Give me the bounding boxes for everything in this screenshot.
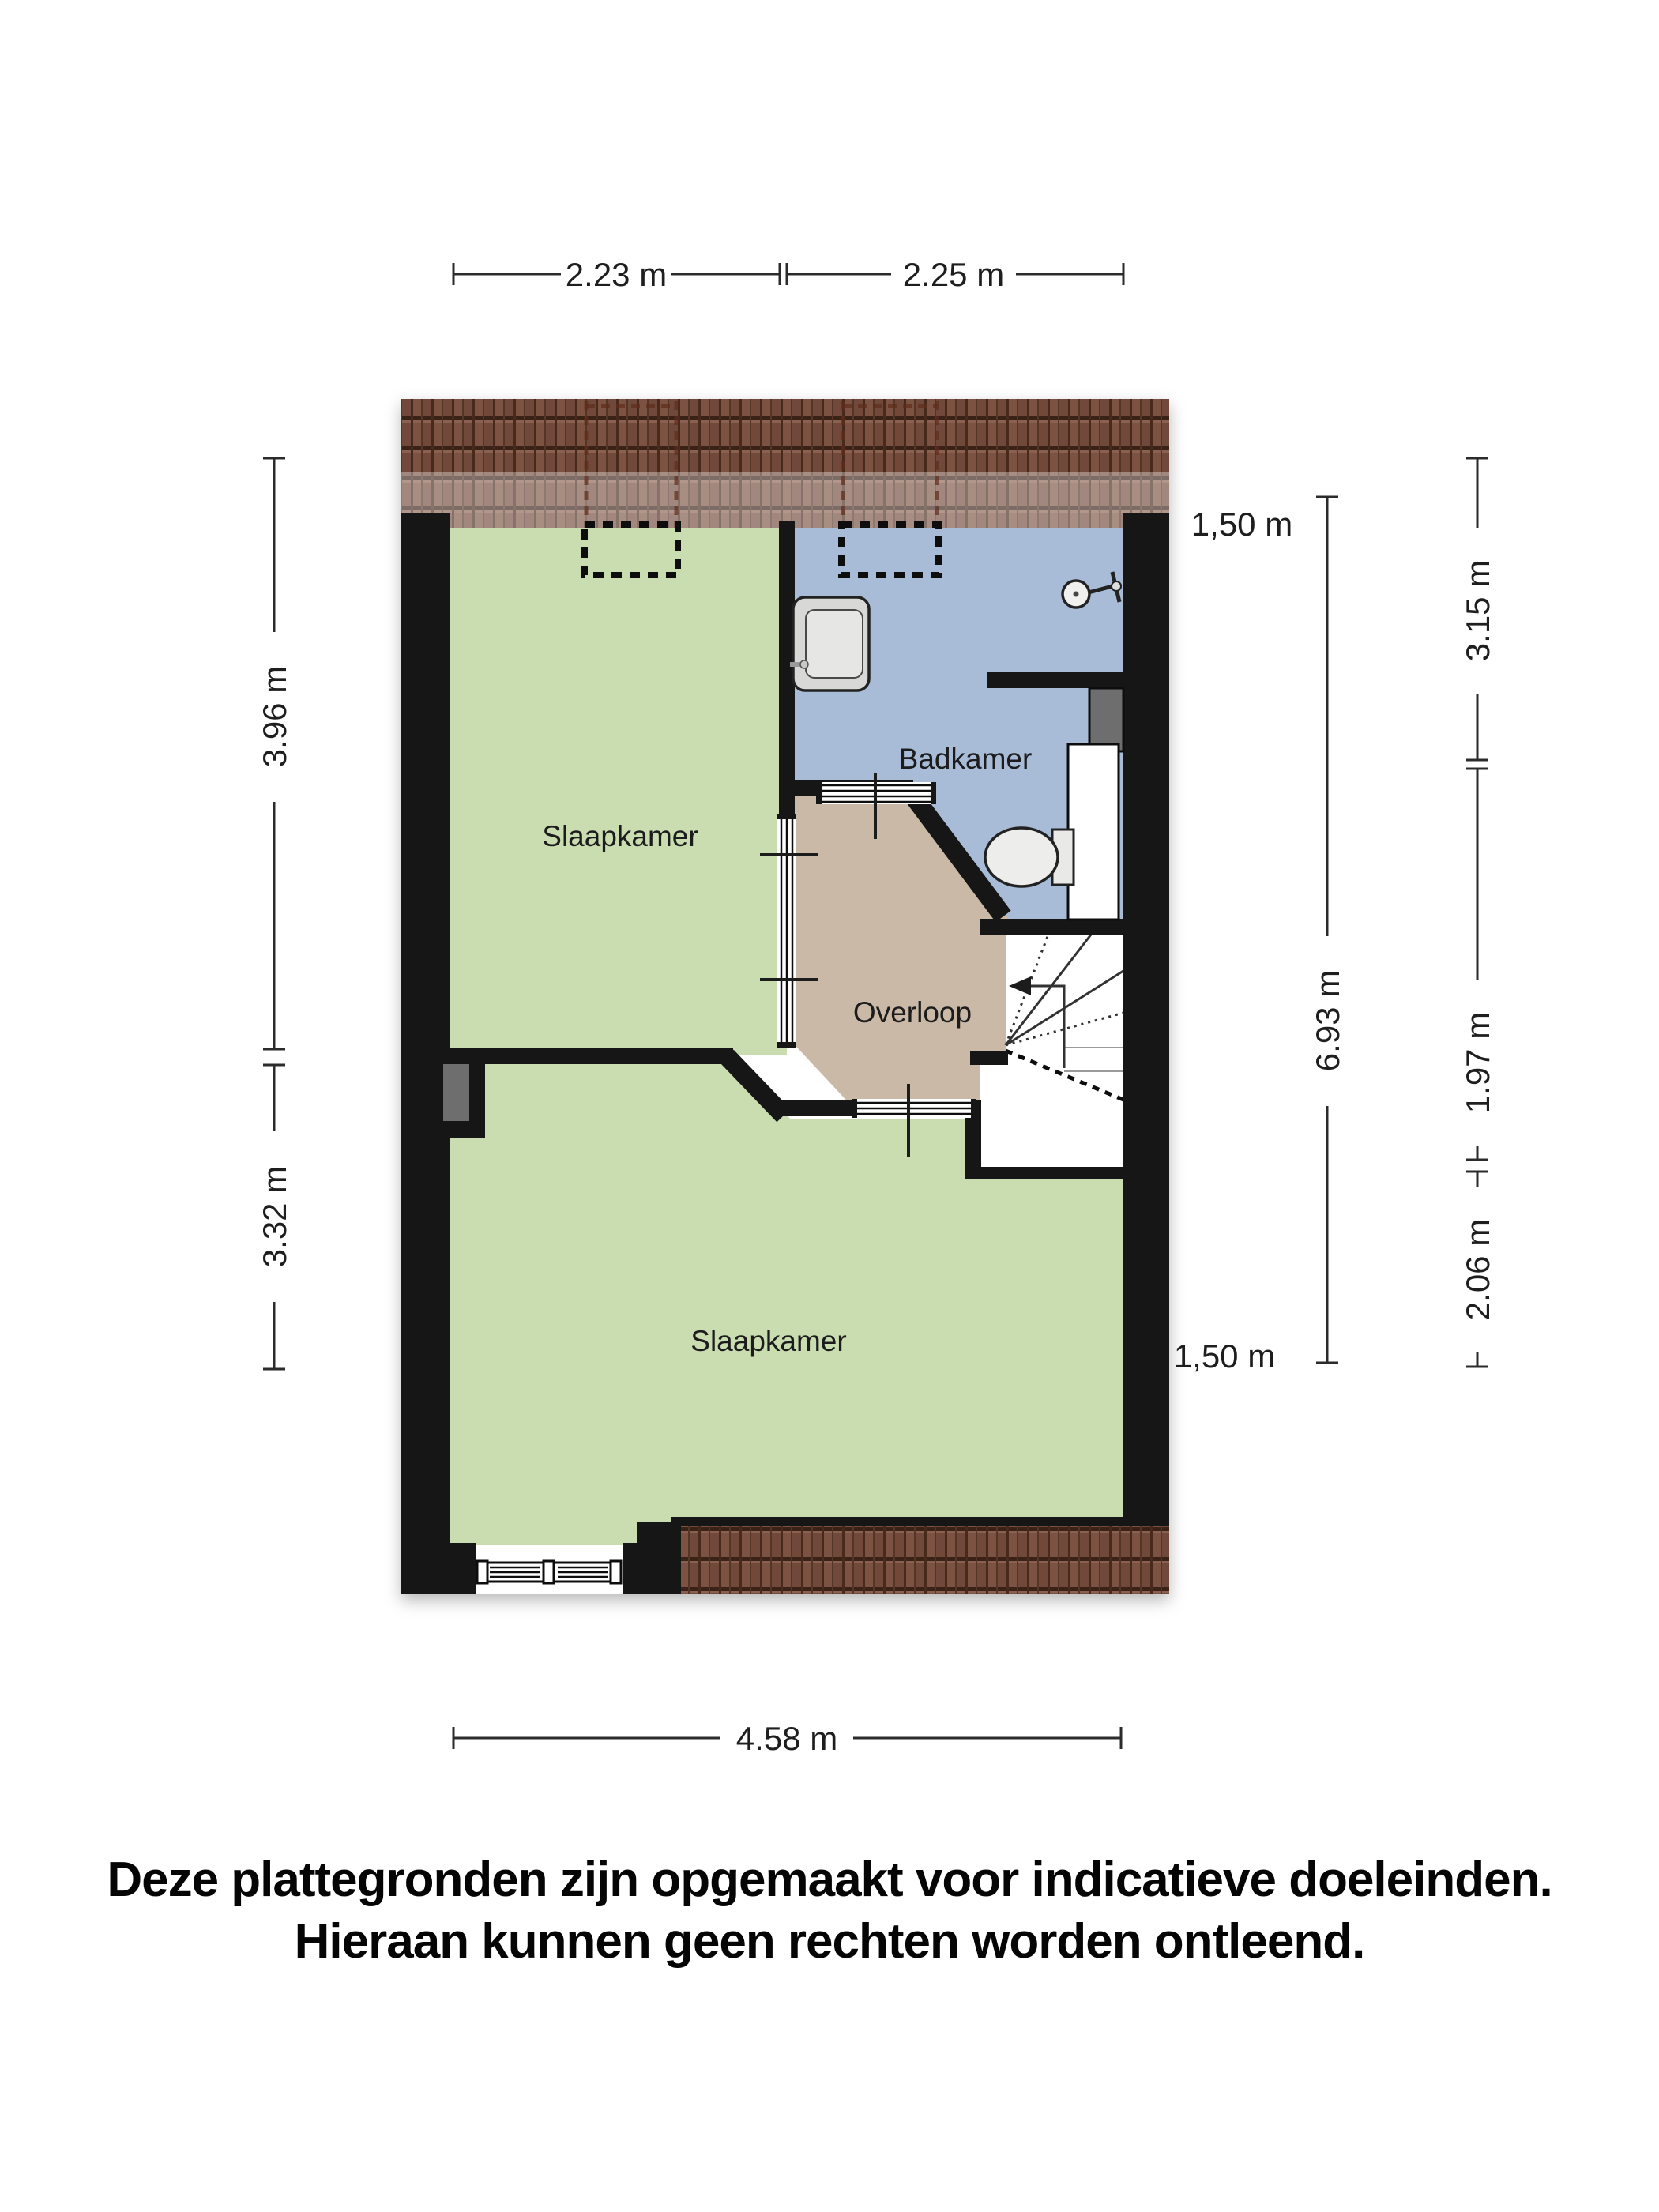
dimension-right-total bbox=[1309, 497, 1346, 1363]
niche-gray-bathroom bbox=[1089, 688, 1123, 751]
dimension-left-bottom bbox=[256, 1065, 293, 1369]
roof-height-overlay bbox=[401, 472, 1169, 528]
room-label-slaapkamer-bottom: Slaapkamer bbox=[690, 1325, 847, 1357]
wall-exterior-bottom-mid bbox=[623, 1543, 681, 1594]
height-marker-bottom: 1,50 m bbox=[1173, 1337, 1276, 1375]
wall-stairwell-bottom bbox=[981, 1167, 1123, 1179]
dimension-left-top bbox=[256, 458, 293, 1049]
toilet-icon bbox=[985, 828, 1074, 886]
stairwell-notch bbox=[980, 1064, 1006, 1167]
room-label-badkamer: Badkamer bbox=[898, 743, 1033, 775]
room-slaapkamer-top bbox=[430, 498, 787, 1055]
disclaimer-line-1: Deze plattegronden zijn opgemaakt voor indicatieve doeleinden. bbox=[107, 1853, 1552, 1907]
room-label-overloop: Overloop bbox=[852, 996, 972, 1029]
dimension-label: 6.93 m bbox=[1309, 969, 1346, 1072]
room-label-slaapkamer-top: Slaapkamer bbox=[542, 820, 698, 852]
dimension-right-1 bbox=[1459, 458, 1496, 760]
disclaimer-line-2: Hieraan kunnen geen rechten worden ontleend. bbox=[294, 1914, 1365, 1969]
dimension-right-3 bbox=[1459, 1172, 1496, 1367]
dimension-label: 4.58 m bbox=[735, 1720, 838, 1757]
wall-overloop-bottom-left bbox=[778, 1100, 857, 1116]
dimension-label: 3.15 m bbox=[1459, 559, 1496, 662]
wall-stub-bathroom bbox=[987, 672, 1123, 688]
niche-gray-bedroom bbox=[443, 1064, 469, 1121]
dimension-bottom bbox=[453, 1720, 1121, 1757]
wall-exterior-left bbox=[401, 514, 450, 1594]
height-marker-top: 1,50 m bbox=[1191, 506, 1293, 543]
wall-bottom-step bbox=[637, 1522, 681, 1545]
opening-bathroom-right bbox=[1068, 744, 1119, 920]
sink-icon bbox=[790, 597, 869, 690]
dimension-label: 2.23 m bbox=[565, 256, 668, 293]
wall-between-bedrooms bbox=[444, 1048, 733, 1064]
window-icon bbox=[476, 1545, 623, 1594]
dimension-top-left bbox=[453, 256, 780, 293]
dimension-label: 2.06 m bbox=[1459, 1218, 1496, 1321]
wall-exterior-bottom-left bbox=[401, 1543, 476, 1594]
dimension-label: 2.25 m bbox=[902, 256, 1005, 293]
dimension-label: 3.96 m bbox=[256, 665, 293, 768]
floorplan bbox=[401, 399, 1169, 1594]
dimension-label: 3.32 m bbox=[256, 1165, 293, 1268]
dimension-top-right bbox=[787, 256, 1123, 293]
wall-overloop-stairs bbox=[970, 1051, 1008, 1065]
dimension-right-2 bbox=[1459, 769, 1496, 1160]
disclaimer bbox=[107, 1853, 1552, 1969]
roof-band-bottom bbox=[672, 1517, 1169, 1594]
roof-band-top bbox=[401, 399, 1169, 528]
wall-bathroom-stairs bbox=[980, 919, 1123, 935]
dimension-label: 1.97 m bbox=[1459, 1011, 1496, 1114]
wall-exterior-right bbox=[1123, 514, 1169, 1525]
